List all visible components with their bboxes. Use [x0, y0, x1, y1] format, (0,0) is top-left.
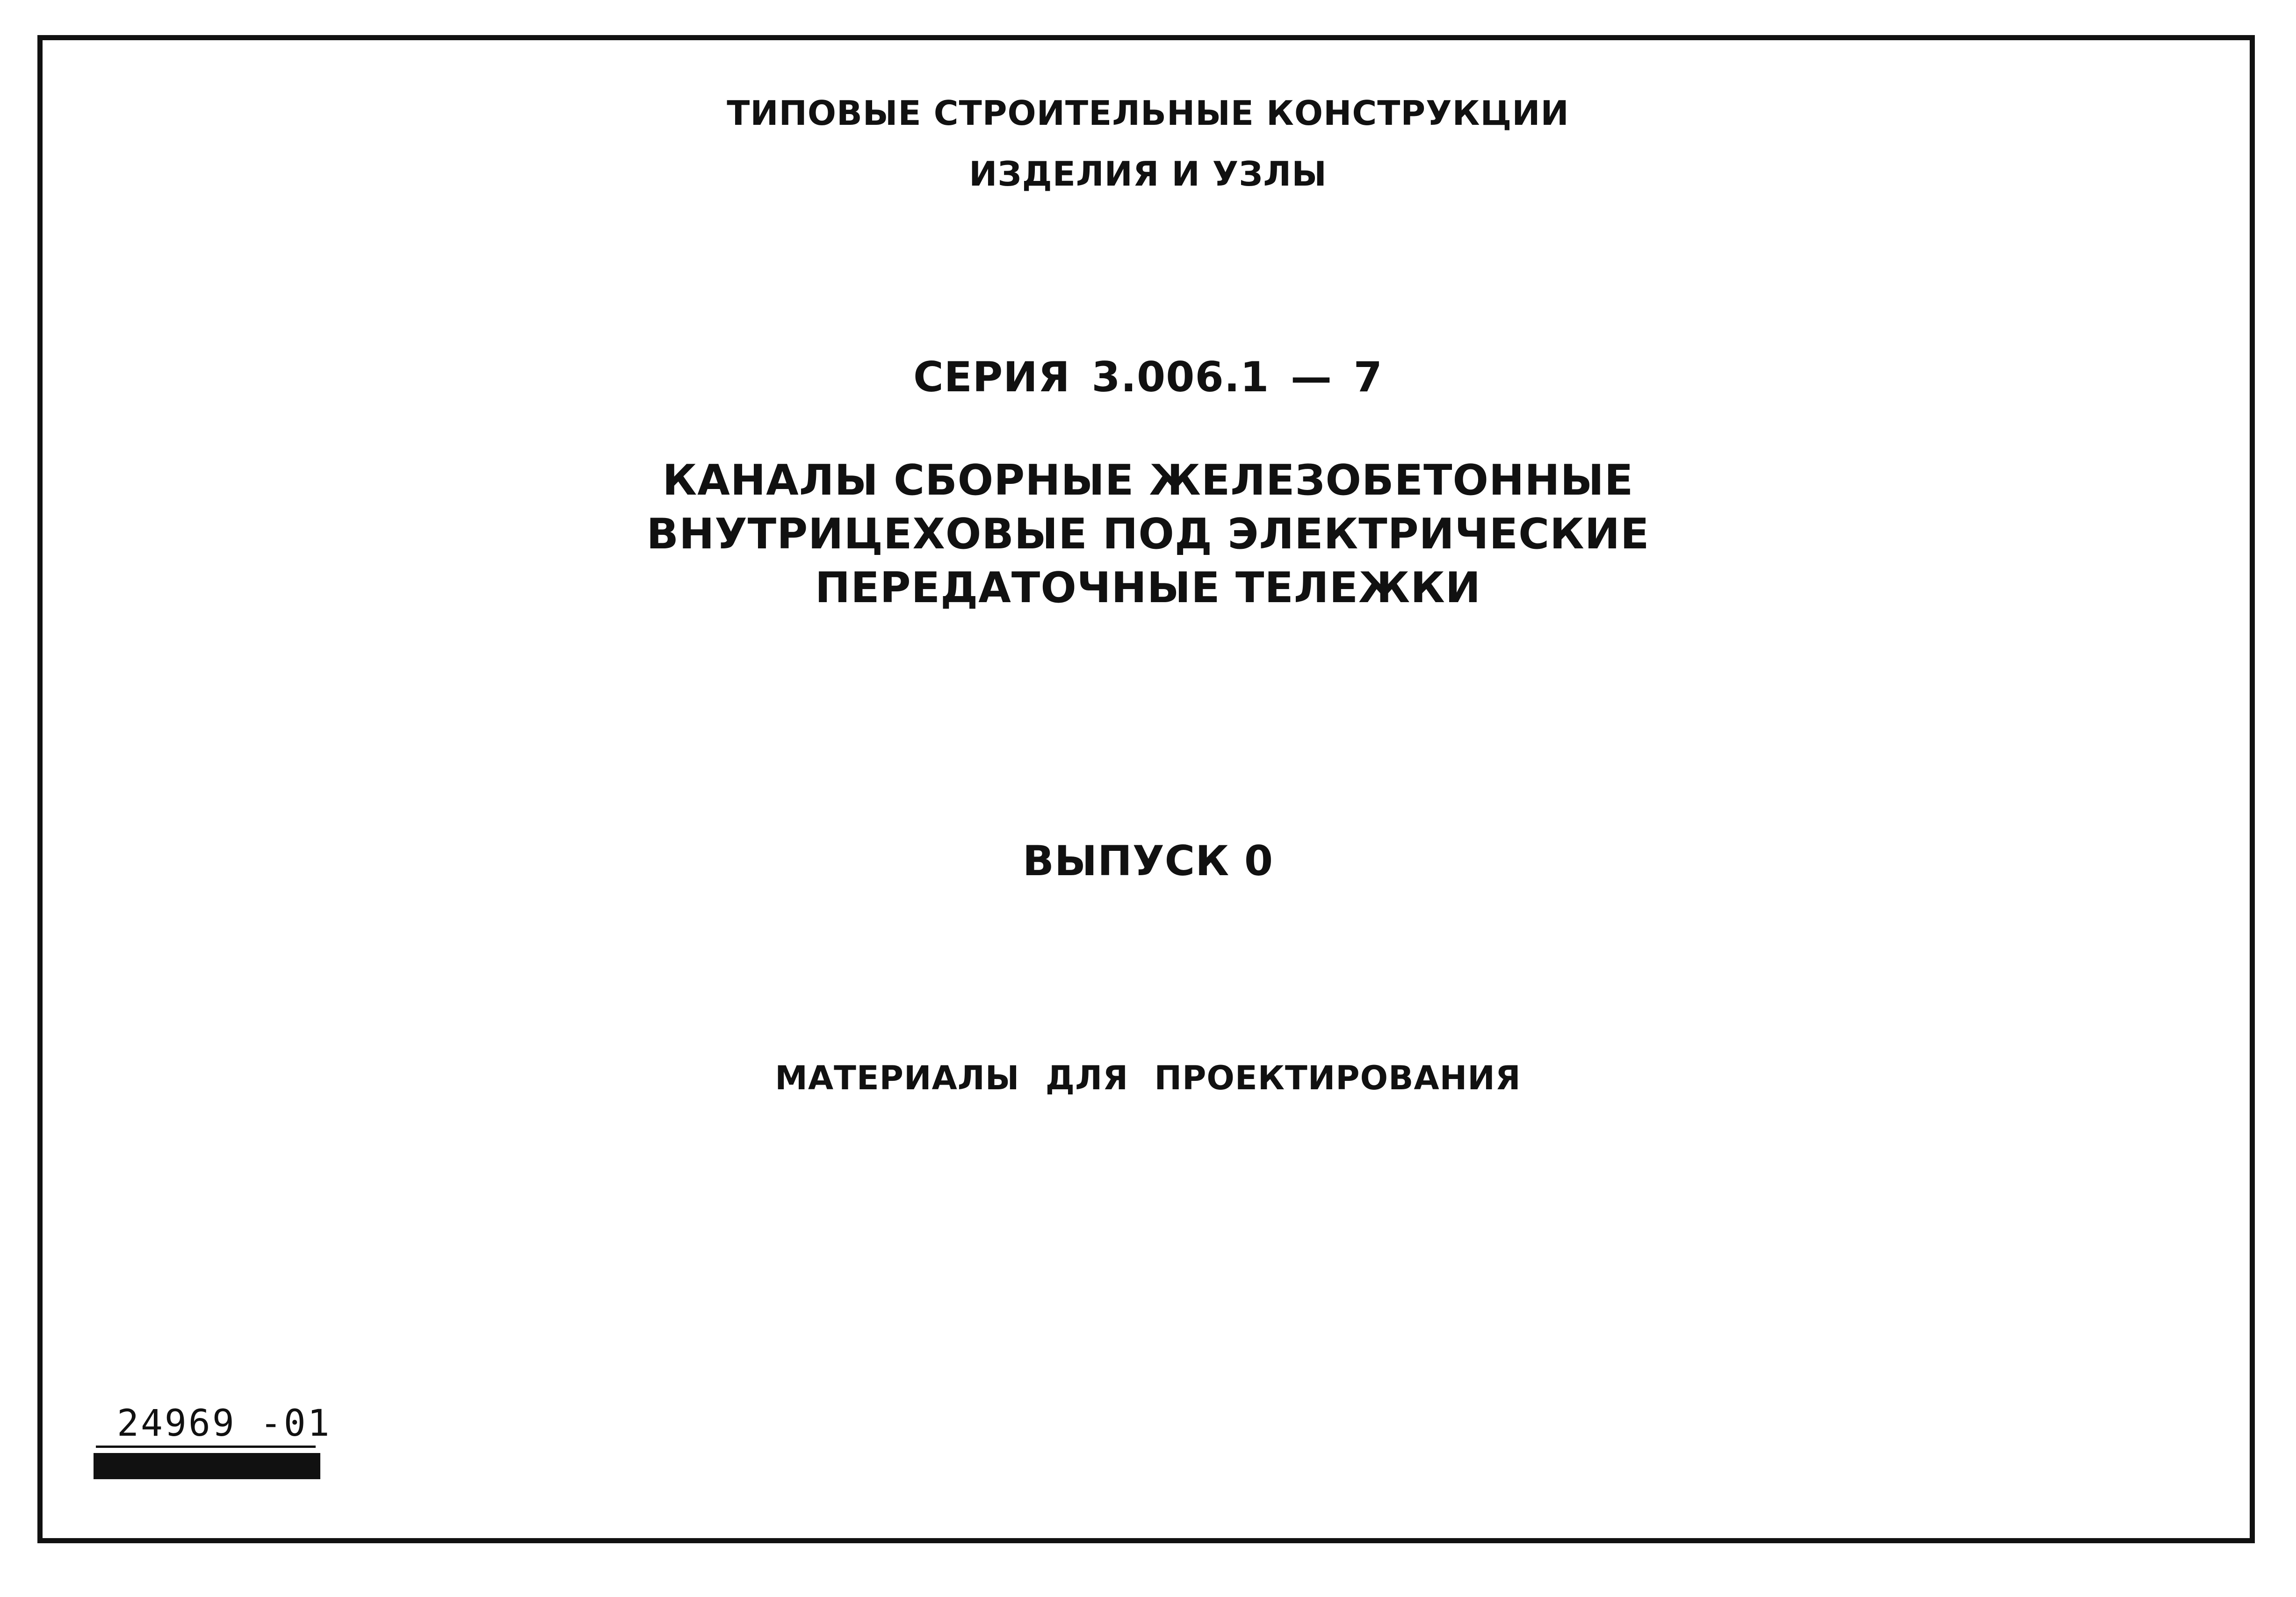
title-line-3: ПЕРЕДАТОЧНЫЕ ТЕЛЕЖКИ — [815, 563, 1481, 612]
issue-number: ВЫПУСК 0 — [1022, 837, 1274, 885]
series-number: СЕРИЯ 3.006.1 — 7 — [913, 353, 1383, 401]
header-line-1: ТИПОВЫЕ СТРОИТЕЛЬНЫЕ КОНСТРУКЦИИ — [727, 94, 1569, 133]
sheet-frame — [37, 35, 2255, 1543]
header-line-2: ИЗДЕЛИЯ И УЗЛЫ — [969, 154, 1327, 194]
inventory-number: 24969 -01 — [117, 1403, 332, 1445]
document-purpose: МАТЕРИАЛЫ ДЛЯ ПРОЕКТИРОВАНИЯ — [775, 1059, 1521, 1097]
inventory-underline — [96, 1446, 316, 1448]
title-line-2: ВНУТРИЦЕХОВЫЕ ПОД ЭЛЕКТРИЧЕСКИЕ — [646, 510, 1650, 559]
title-line-1: КАНАЛЫ СБОРНЫЕ ЖЕЛЕЗОБЕТОННЫЕ — [662, 456, 1634, 505]
inventory-stamp-bar — [94, 1453, 320, 1479]
